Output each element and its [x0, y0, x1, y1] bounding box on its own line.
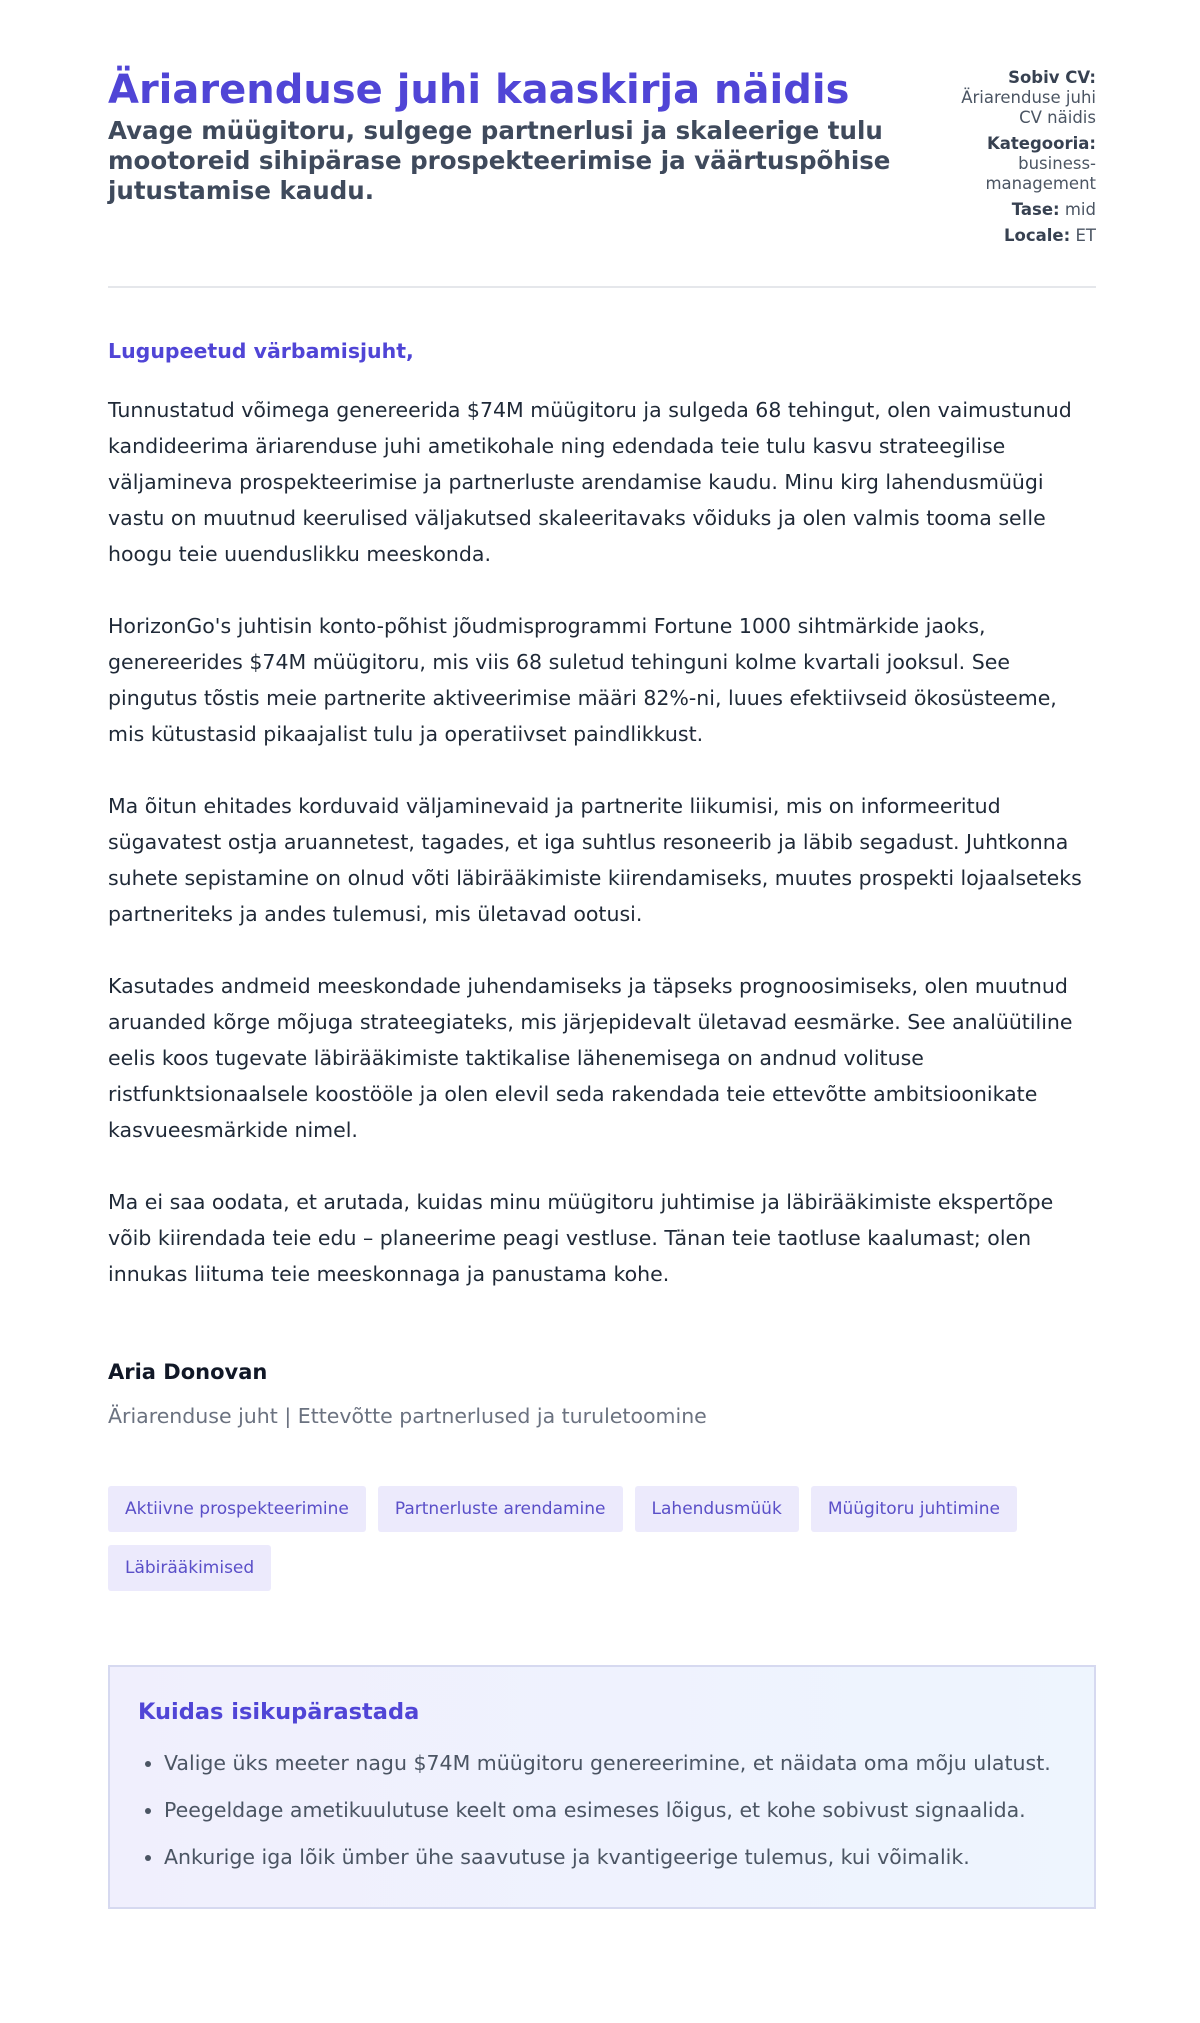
letter-paragraph-2: HorizonGo's juhtisin konto-põhist jõudmisprogrammi Fortune 1000 sihtmärkide jaoks, genereerides $74M müügitoru, mis viis 68 suletud tehinguni kolme kvartali jooksul. See pingutus tõstis meie partnerite aktiveerimise määri 82%-ni, luues efektiivseid ökosüsteeme, mis kütustasid pikaajalist tulu ja operatiivset paindlikkust. — [108, 614, 1057, 746]
letter-paragraph-3: Ma õitun ehitades korduvaid väljaminevaid ja partnerite liikumisi, mis on informeeritud sügavatest ostja aruannetest, tagades, et iga suhtlus resoneerib ja läbib segadust. Juhtkonna suhete sepistamine on olnud võti läbirääkimiste kiirendamiseks, muutes prospekti lojaalseteks partneriteks ja andes tulemusi, mis ületavad ootusi. — [108, 794, 1082, 926]
tag-active-prospecting: Aktiivne prospekteerimine — [108, 1486, 366, 1532]
tips-title: Kuidas isikupärastada — [138, 1699, 420, 1725]
meta-level-value: mid — [1064, 200, 1096, 219]
tag-negotiations: Läbirääkimised — [108, 1545, 271, 1591]
page-content — [108, 60, 1096, 1909]
tag-pipeline-management: Müügitoru juhtimine — [811, 1486, 1017, 1532]
letter-paragraph-5: Ma ei saa oodata, et arutada, kuidas minu müügitoru juhtimise ja läbirääkimiste ekspertõpe võib kiirendada teie edu – planeerime peagi vestluse. Tänan teie taotluse kaalumast; olen innukas liituma teie meeskonnaga ja panustama kohe. — [108, 1190, 1054, 1286]
meta-locale — [956, 226, 1096, 246]
meta-level — [956, 200, 1096, 220]
header-title-block — [108, 60, 938, 206]
letter-body — [108, 392, 1096, 1292]
page-title: Äriarenduse juhi kaaskirja näidis — [108, 67, 850, 113]
meta-level-label: Tase: — [1011, 200, 1060, 219]
meta-cv-value: Äriarenduse juhi CV näidis — [961, 88, 1096, 127]
signature-name: Aria Donovan — [108, 1360, 268, 1384]
tips-item-3: • Ankurige iga lõik ümber ühe saavutuse ja kvantigeerige tulemus, kui võimalik. — [164, 1839, 1066, 1875]
personalization-tips-box — [108, 1665, 1096, 1909]
letter-paragraph-1: Tunnustatud võimega genereerida $74M müügitoru ja sulgeda 68 tehingut, olen vaimustunud kandideerima äriarenduse juhi ametikohale ning edendada teie tulu kasvu strateegilise väljamineva prospekteerimise ja partnerluste arendamise kaudu. Minu kirg lahendusmüügi vastu on muutnud keerulised väljakutsed skaleeritavaks võiduks ja olen valmis tooma selle hoogu teie uuenduslikku meeskonda. — [108, 398, 1072, 566]
letter-greeting: Lugupeetud värbamisjuht, — [108, 339, 414, 363]
document-meta — [956, 68, 1096, 252]
tips-list — [138, 1745, 1066, 1875]
signature-block — [108, 1358, 1096, 1430]
skill-tags — [108, 1486, 1096, 1591]
meta-cv-label: Sobiv CV: — [1008, 68, 1096, 87]
meta-cv — [956, 68, 1096, 128]
document-header — [108, 60, 1096, 288]
meta-locale-label: Locale: — [1004, 226, 1071, 245]
tag-solution-selling: Lahendusmüük — [635, 1486, 799, 1532]
tips-item-1: • Valige üks meeter nagu $74M müügitoru genereerimine, et näidata oma mõju ulatust. — [164, 1745, 1066, 1781]
tips-item-2: • Peegeldage ametikuulutuse keelt oma esimeses lõigus, et kohe sobivust signaalida. — [164, 1792, 1066, 1828]
letter-paragraph-4: Kasutades andmeid meeskondade juhendamiseks ja täpseks prognoosimiseks, olen muutnud aruanded kõrge mõjuga strateegiateks, mis järjepidevalt ületavad eesmärke. See analüütiline eelis koos tugevate läbirääkimiste taktikalise lähenemisega on andnud volituse ristfunktsionaalsele koostööle ja olen elevil seda rakendada teie ettevõtte ambitsioonikate kasvueesmärkide nimel. — [108, 974, 1073, 1142]
meta-category — [956, 134, 1096, 194]
signature-title: Äriarenduse juht | Ettevõtte partnerlused ja turuletoomine — [108, 1404, 707, 1428]
meta-category-label: Kategooria: — [986, 134, 1096, 153]
meta-category-value: business-management — [985, 154, 1096, 193]
meta-locale-value: ET — [1075, 226, 1096, 245]
tag-partnership-development: Partnerluste arendamine — [378, 1486, 623, 1532]
page-subtitle: Avage müügitoru, sulgege partnerlusi ja skaleerige tulu mootoreid sihipärase prospekteerimise ja väärtuspõhise jutustamise kaudu. — [108, 116, 891, 205]
